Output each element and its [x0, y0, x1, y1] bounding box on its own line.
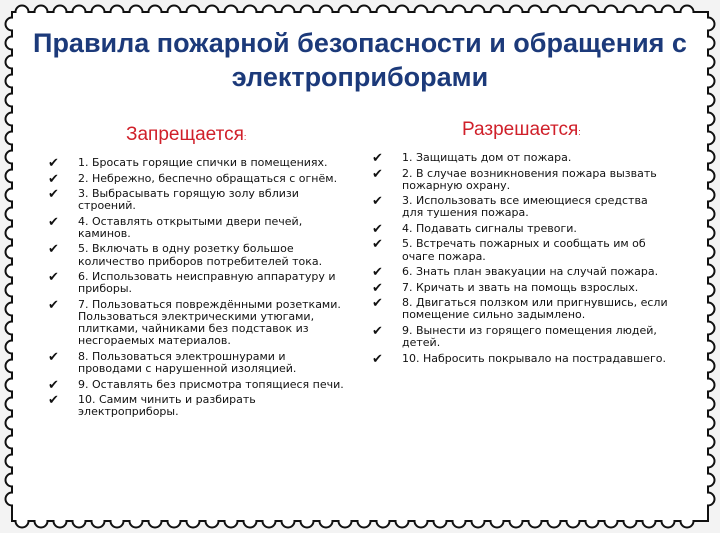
- check-mark-icon: ✔: [48, 214, 59, 230]
- forbidden-list: [48, 157, 348, 419]
- check-mark-icon: ✔: [372, 265, 383, 281]
- check-mark-icon: ✔: [372, 351, 383, 367]
- list-item: ✔ 7. Кричать и звать на помощь взрослых.: [372, 280, 639, 296]
- check-mark-icon: ✔: [48, 270, 59, 286]
- check-mark-icon: ✔: [48, 171, 59, 187]
- check-mark-icon: ✔: [48, 297, 59, 313]
- list-item: ✔ 10. Набросить покрывало на пострадавшего.: [372, 351, 666, 367]
- check-mark-icon: ✔: [372, 323, 383, 339]
- check-mark-icon: ✔: [48, 349, 59, 365]
- list-item: ✔ 6. Использовать неисправную аппаратуру и приборы.: [48, 270, 336, 296]
- list-item: ✔ 5. Включать в одну розетку большое количество приборов потребителей тока.: [48, 242, 323, 268]
- list-item: ✔ 10. Самим чинить и разбирать электроприборы.: [48, 393, 256, 419]
- list-item: ✔ 4. Подавать сигналы тревоги.: [372, 221, 577, 237]
- allowed-heading-colon: :: [578, 127, 581, 137]
- check-mark-icon: ✔: [372, 280, 383, 296]
- list-item: ✔ 7. Пользоваться повреждёнными розетками. Пользоваться электрическими утюгами, плитками, чайниками без подставок из несгораемых материалов.: [48, 297, 341, 348]
- list-item: ✔ 3. Выбрасывать горящую золу вблизи строений.: [48, 187, 299, 213]
- check-mark-icon: ✔: [48, 377, 59, 393]
- allowed-heading: [372, 118, 672, 144]
- allowed-list: [372, 152, 672, 365]
- check-mark-icon: ✔: [372, 221, 383, 237]
- allowed-heading-text: Разрешается: [462, 119, 579, 140]
- check-mark-icon: ✔: [372, 237, 383, 253]
- list-item: ✔ 1. Бросать горящие спички в помещениях.: [48, 156, 328, 171]
- list-item: ✔ 8. Пользоваться электрошнурами и проводами с нарушенной изоляцией.: [48, 349, 297, 376]
- check-mark-icon: ✔: [48, 156, 59, 171]
- list-item: ✔ 1. Защищать дом от пожара.: [372, 151, 572, 166]
- forbidden-heading: [48, 123, 348, 149]
- allowed-section: [372, 118, 672, 368]
- forbidden-section: [48, 123, 348, 422]
- list-item: ✔ 2. В случае возникновения пожара вызвать пожарную охрану.: [372, 166, 657, 192]
- list-item: ✔ 5. Встречать пожарных и сообщать им об очаге пожара.: [372, 237, 646, 263]
- forbidden-heading-colon: :: [243, 132, 247, 142]
- check-mark-icon: ✔: [372, 296, 383, 312]
- check-mark-icon: ✔: [372, 194, 383, 210]
- list-item: ✔ 6. Знать план эвакуации на случай пожара.: [372, 265, 659, 281]
- check-mark-icon: ✔: [48, 187, 59, 202]
- check-mark-icon: ✔: [372, 151, 383, 166]
- forbidden-heading-text: Запрещается: [126, 124, 244, 145]
- list-item: ✔ 8. Двигаться ползком или пригнувшись, если помещение сильно задымлено.: [372, 296, 668, 322]
- list-item: ✔ 3. Использовать все имеющиеся средства для тушения пожара.: [372, 194, 648, 220]
- check-mark-icon: ✔: [48, 242, 59, 258]
- list-item: ✔ 4. Оставлять открытыми двери печей, каминов.: [48, 214, 303, 240]
- list-item: ✔ 9. Вынести из горящего помещения людей, детей.: [372, 323, 657, 350]
- page-title: Правила пожарной безопасности и обращения с электроприборами: [33, 28, 687, 92]
- list-item: ✔ 9. Оставлять без присмотра топящиеся печи.: [48, 377, 344, 393]
- check-mark-icon: ✔: [372, 166, 383, 182]
- list-item: ✔ 2. Небрежно, беспечно обращаться с огнём.: [48, 171, 338, 187]
- check-mark-icon: ✔: [48, 393, 59, 409]
